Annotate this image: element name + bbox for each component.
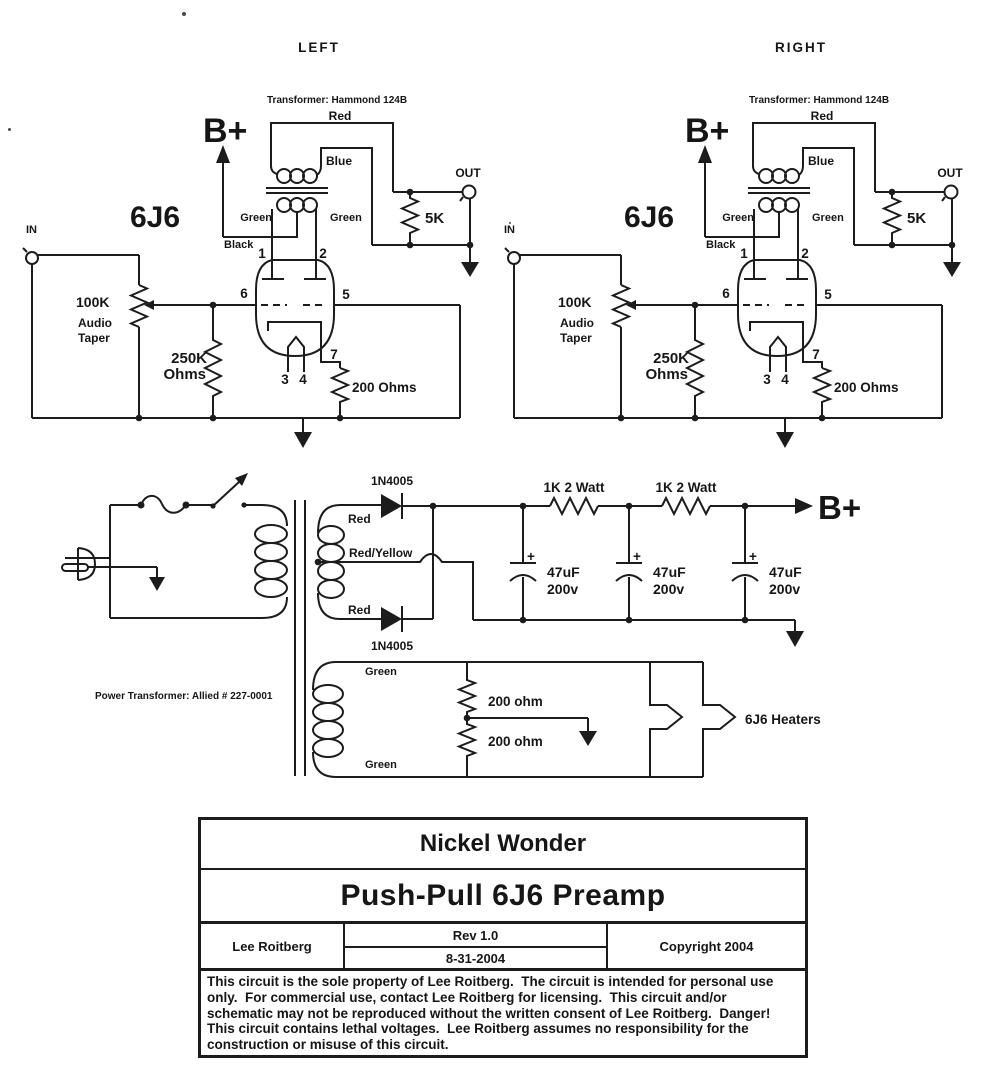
volume-taper-label1: Audio xyxy=(560,316,594,330)
grid-resistor-value: 250K xyxy=(171,350,207,367)
wire-green-left-label: Green xyxy=(722,212,754,224)
pin-6: 6 xyxy=(240,286,248,301)
pin-2: 2 xyxy=(801,246,809,261)
out-label: OUT xyxy=(455,166,481,180)
tube-type-label: 6J6 xyxy=(624,201,675,234)
cap-3-plus: + xyxy=(749,549,757,564)
ac-plug-icon xyxy=(62,548,165,591)
load-resistor-label: 5K xyxy=(425,210,445,227)
diode-top-label: 1N4005 xyxy=(370,474,414,488)
heater-centertap-wire xyxy=(467,718,588,731)
disclaimer-line: only. For commercial use, contact Lee Roitberg for licensing. This circuit and/or xyxy=(207,989,727,1005)
pin-2: 2 xyxy=(319,246,327,261)
volume-value-label: 100K xyxy=(76,294,110,310)
wire-secondary-top-label: Red xyxy=(348,512,371,526)
pin-5: 5 xyxy=(824,287,832,302)
pin-3: 3 xyxy=(763,372,771,387)
filter-resistor-2-label: 1K 2 Watt xyxy=(655,480,717,495)
b-plus-main-label: B+ xyxy=(818,489,862,526)
pin-1: 1 xyxy=(740,246,748,261)
heater-junction-dot xyxy=(464,715,471,722)
b-plus-label: B+ xyxy=(203,112,248,150)
power-transformer-heater-secondary xyxy=(313,662,343,777)
filter-resistor-1-label: 1K 2 Watt xyxy=(543,480,605,495)
wire-green-left-label: Green xyxy=(240,212,272,224)
cap-1-plus: + xyxy=(527,549,535,564)
disclaimer-line: schematic may not be reproduced without the written consent of Lee Roitberg. Danger! xyxy=(207,1005,771,1021)
wire-green-right-label: Green xyxy=(330,212,362,224)
wire-heater-top-label: Green xyxy=(365,666,397,678)
in-label: IN xyxy=(26,224,37,236)
author-name: Lee Roitberg xyxy=(232,938,312,954)
tube-type-label: 6J6 xyxy=(130,201,181,234)
transformer-label: Transformer: Hammond 124B xyxy=(749,95,890,106)
transformer-core xyxy=(295,500,305,776)
transformer-label: Transformer: Hammond 124B xyxy=(267,95,408,106)
schematic-title: Push-Pull 6J6 Preamp xyxy=(201,868,805,921)
revision-date: 8-31-2004 xyxy=(445,950,506,966)
channel-right xyxy=(504,40,963,448)
ground-symbol-filter xyxy=(786,631,804,647)
cap-2-voltage: 200v xyxy=(653,581,685,597)
cap-2-value: 47uF xyxy=(653,564,686,580)
pin-6: 6 xyxy=(722,286,730,301)
heater-connector-icon xyxy=(650,662,735,777)
cap-3-value: 47uF xyxy=(769,564,802,580)
primary-wires xyxy=(110,505,262,618)
wire-red-label: Red xyxy=(328,109,352,123)
project-title: Nickel Wonder xyxy=(419,830,587,857)
in-label: IN xyxy=(504,224,515,236)
heater-output-label: 6J6 Heaters xyxy=(745,712,821,727)
fuse-icon xyxy=(141,496,186,513)
grid-resistor-value: 250K xyxy=(653,350,689,367)
disclaimer-line: This circuit contains lethal voltages. Lee Roitberg assumes no responsibility for the xyxy=(207,1021,749,1037)
cap-2-plus: + xyxy=(633,549,641,564)
revision-cell xyxy=(343,924,608,968)
b-plus-label: B+ xyxy=(685,112,730,150)
cap-1-value: 47uF xyxy=(547,564,580,580)
volume-taper-label1: Audio xyxy=(78,316,112,330)
volume-taper-label2: Taper xyxy=(560,331,592,345)
ground-symbol-heater xyxy=(579,731,597,746)
filter-resistor-2 xyxy=(662,498,710,514)
diode-bottom-label: 1N4005 xyxy=(370,639,414,653)
out-label: OUT xyxy=(937,166,963,180)
copyright-label: Copyright 2004 xyxy=(659,938,754,954)
wire-green-right-label: Green xyxy=(812,212,844,224)
pin-7: 7 xyxy=(812,347,820,362)
cap-3-voltage: 200v xyxy=(769,581,801,597)
power-supply xyxy=(62,473,861,777)
pin-4: 4 xyxy=(299,372,307,387)
grid-resistor-unit: Ohms xyxy=(163,366,206,383)
revision-label: Rev 1.0 xyxy=(345,924,606,948)
pin-1: 1 xyxy=(258,246,266,261)
wire-red-label: Red xyxy=(810,109,834,123)
rectifier-diode-top-icon xyxy=(381,493,402,519)
volume-value-label: 100K xyxy=(558,294,592,310)
wire-black-label: Black xyxy=(706,239,736,251)
disclaimer-line: This circuit is the sole property of Lee Roitberg. The circuit is intended for personal use xyxy=(207,974,774,989)
heater-resistor-2 xyxy=(459,718,475,777)
cathode-resistor-label: 200 Ohms xyxy=(352,380,417,395)
pin-4: 4 xyxy=(781,372,789,387)
power-transformer-primary xyxy=(110,505,287,618)
scan-speck xyxy=(509,222,511,224)
rectifier-diode-bottom-icon xyxy=(381,606,402,632)
title-block-info-row xyxy=(201,921,805,968)
pin-5: 5 xyxy=(342,287,350,302)
scan-speck xyxy=(182,12,186,16)
wire-center-tap-label: Red/Yellow xyxy=(349,546,413,560)
pin-7: 7 xyxy=(330,347,338,362)
load-resistor-label: 5K xyxy=(907,210,927,227)
center-tap-wire xyxy=(318,554,473,620)
heater-resistor-1-label: 200 ohm xyxy=(488,694,543,709)
channel-title: RIGHT xyxy=(775,40,827,55)
b-plus-arrowhead xyxy=(795,498,813,514)
wire-secondary-bottom-label: Red xyxy=(348,603,371,617)
wire-blue-label: Blue xyxy=(326,154,353,168)
wire-heater-bottom-label: Green xyxy=(365,759,397,771)
heater-resistor-1 xyxy=(459,662,475,718)
cathode-resistor-label: 200 Ohms xyxy=(834,380,899,395)
wire-black-label: Black xyxy=(224,239,254,251)
heater-resistor-2-label: 200 ohm xyxy=(488,734,543,749)
title-block xyxy=(198,817,808,1058)
channel-left xyxy=(23,40,481,448)
power-switch-icon xyxy=(138,473,249,509)
pin-3: 3 xyxy=(281,372,289,387)
power-transformer-label: Power Transformer: Allied # 227-0001 xyxy=(95,691,273,702)
filter-resistor-1 xyxy=(550,498,598,514)
disclaimer xyxy=(201,968,805,1056)
cap-1-voltage: 200v xyxy=(547,581,579,597)
volume-taper-label2: Taper xyxy=(78,331,110,345)
channel-title: LEFT xyxy=(298,40,340,55)
scan-speck xyxy=(8,128,11,131)
wire-blue-label: Blue xyxy=(808,154,835,168)
grid-resistor-unit: Ohms xyxy=(645,366,688,383)
disclaimer-line: construction or misuse of this circuit. xyxy=(207,1037,449,1053)
